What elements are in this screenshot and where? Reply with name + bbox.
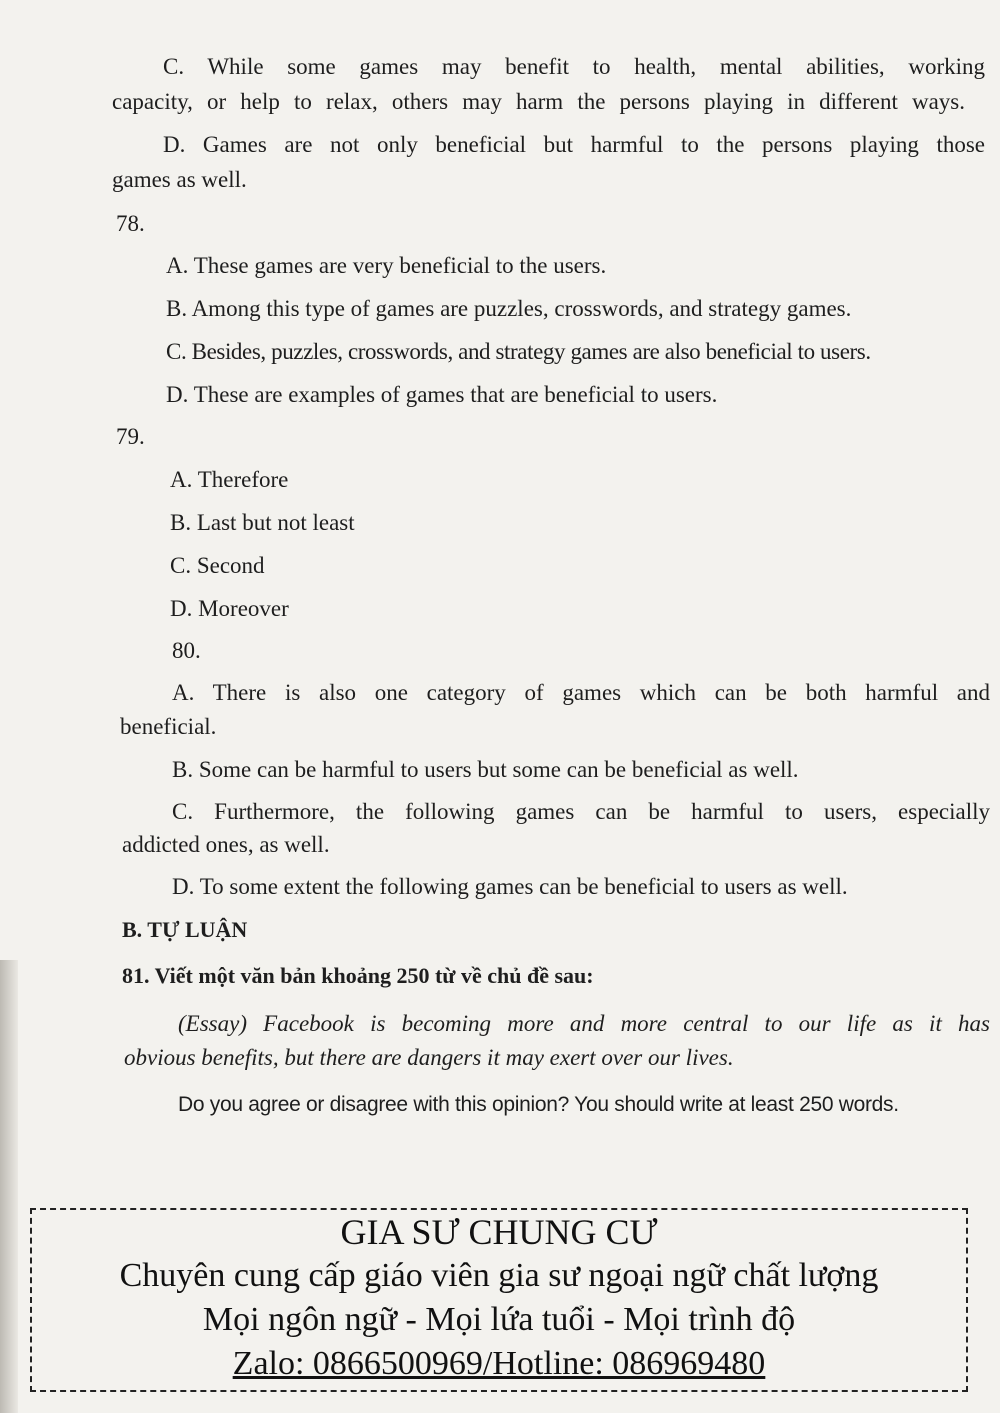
tutor-advertisement-box [30,1208,968,1392]
question-80-number: 80. [172,638,201,663]
q78-option-a: A. These games are very beneficial to the users. [166,253,607,278]
q78-option-b: B. Among this type of games are puzzles, crosswords, and strategy games. [166,296,852,321]
essay-question: Do you agree or disagree with this opinion? You should write at least 250 words. [178,1093,899,1116]
q78-option-d: D. These are examples of games that are beneficial to users. [166,382,718,407]
essay-prompt-line1: (Essay) Facebook is becoming more and more central to our life as it has [178,1011,990,1036]
q80-option-c-line1: C. Furthermore, the following games can be harmful to users, especially [172,799,990,824]
question-79-number: 79. [116,424,145,449]
section-b-heading: B. TỰ LUẬN [122,917,248,942]
q80-option-d: D. To some extent the following games can be beneficial to users as well. [172,874,848,899]
q80-option-a-line2: beneficial. [120,714,217,739]
ad-line-2: Mọi ngôn ngữ - Mọi lứa tuổi - Mọi trình độ [202,1301,796,1338]
page-edge-shadow [0,960,18,1413]
question-78-number: 78. [116,211,145,236]
q77-option-d-line1: D. Games are not only beneficial but harmful to the persons playing those [163,132,985,157]
q78-option-c: C. Besides, puzzles, crosswords, and strategy games are also beneficial to users. [166,339,871,364]
question-81-heading: 81. Viết một văn bản khoảng 250 từ về chủ đề sau: [122,963,594,988]
q79-option-d: D. Moreover [170,596,289,621]
q79-option-a: A. Therefore [170,467,289,492]
q80-option-b: B. Some can be harmful to users but some can be beneficial as well. [172,757,799,782]
q77-option-c-line2: capacity, or help to relax, others may harm the persons playing in different ways. [112,89,965,114]
q80-option-a-line1: A. There is also one category of games which can be both harmful and [172,680,990,705]
ad-line-1: Chuyên cung cấp giáo viên gia sư ngoại ngữ chất lượng [119,1257,879,1294]
essay-prompt-line2: obvious benefits, but there are dangers it may exert over our lives. [124,1045,734,1070]
ad-title: GIA SƯ CHUNG CƯ [340,1212,658,1252]
q77-option-d-line2: games as well. [112,167,247,192]
ad-contact: Zalo: 0866500969/Hotline: 086969480 [232,1345,766,1382]
q77-option-c-line1: C. While some games may benefit to health, mental abilities, working [163,54,985,79]
q80-option-c-line2: addicted ones, as well. [122,832,330,857]
q79-option-c: C. Second [170,553,265,578]
q79-option-b: B. Last but not least [170,510,355,535]
